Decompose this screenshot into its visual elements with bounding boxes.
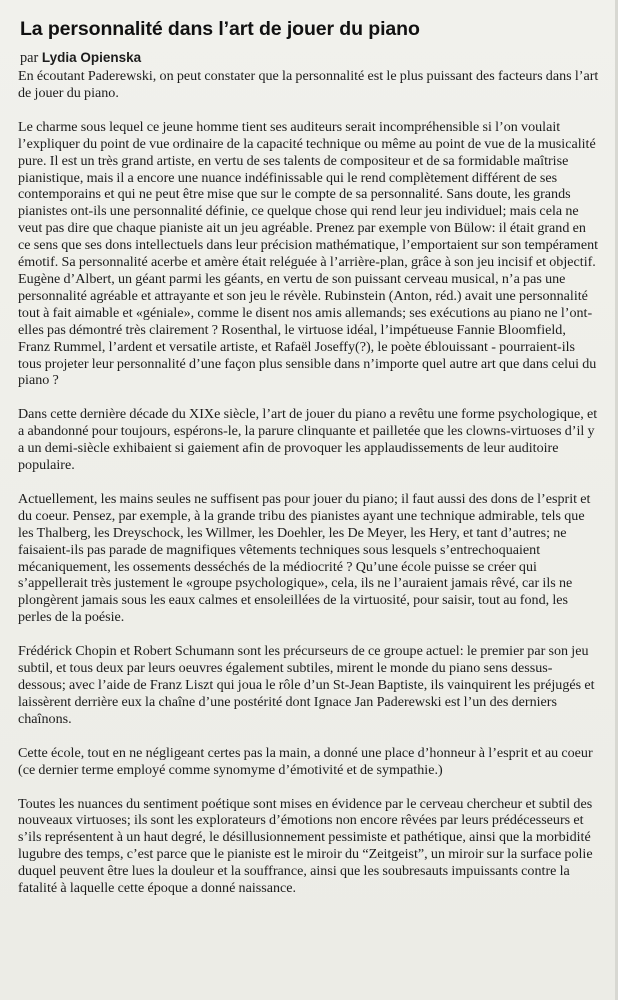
author-name: Lydia Opienska xyxy=(41,50,142,65)
paragraph-actuellement: Actuellement, les mains seules ne suffisent pas pour jouer du piano; il faut aussi des dons de l’esprit et du coeur. Pensez, par exemple, à la grande tribu des pianistes ayant une technique admirable, tels que les Thalberg, les Dreyschock, les Willmer, les Doehler, les De Meyer, les Hery, et tant d’autres; ne faisaient-ils pas parade de magnifiques vêtements techniques sous lesquels s’entrechoquaient mécaniquement, les ossements desséchés de la médiocrité ? Qu’une école puisse se créer qui s’appellerait très justement le «groupe psychologique», cela, ils ne l’auraient jamais rêvé, car ils ne plongèrent jamais sous les eaux calmes et ensoleillées de la virtuosité, pour saisir, tout au fond, les perles de la poésie. xyxy=(18,490,591,626)
paragraph-cette-ecole: Cette école, tout en ne négligeant certes pas la main, a donné une place d’honneur à l’esprit et au coeur (ce dernier terme employé comme synomyme d’émotivité et de sympathie.) xyxy=(18,744,593,778)
article-body xyxy=(18,68,600,897)
paragraph-intro: En écoutant Paderewski, on peut constater que la personnalité est le plus puissant des facteurs dans l’art de jouer du piano. xyxy=(18,68,599,101)
paragraph-nuances: Toutes les nuances du sentiment poétique sont mises en évidence par le cerveau chercheur et subtil des nouveaux virtuoses; ils sont les explorateurs d’émotions non encore rêvées par leurs prédécesseurs et s’ils représentent à un haut degré, le désillusionnement pessimiste et pathétique, ainsi que la morbidité lugubre des temps, c’est parce que le pianiste est le miroir du “Zeitgeist”, un miroir sur la surface polie duquel peuvent être lues la douleur et la souffrance, ainsi que les soubresauts impuissants contre la fatalité à laquelle cette époque a donné naissance. xyxy=(18,795,593,897)
paragraph-derniere-decade: Dans cette dernière décade du XIXe siècle, l’art de jouer du piano a revêtu une forme psychologique, et a abandonné pour toujours, espérons-le, la parure clinquante et pailletée que les clowns-virtuoses d’il y a un demi-siècle exhibaient si gaiement afin de provoquer les applaudissements de leur auditoire populaire. xyxy=(18,406,598,474)
paragraph-charme: Le charme sous lequel ce jeune homme tient ses auditeurs serait incompréhensible si l’on voulait l’expliquer du point de vue ordinaire de la capacité technique ou même au point de vue de la musicalité pure. Il est un très grand artiste, en vertu de ses talents de compositeur et de sa formidable maîtrise pianistique, mais il a encore une nuance indéfinissable qui le rend complètement différent de ses contemporains et qui ne peut être mise que sur le compte de sa personnalité. Sans doute, les grands pianistes ont-ils une personnalité définie, ce quelque chose qui rend leur jeu individuel; mais cela ne veut pas dire que chaque pianiste ait un jeu agréable. Prenez par exemple von Bülow: il était grand en ce sens que ses dons intellectuels dans leur précision mathématique, l’emportaient sur son tempérament émotif. Sa personnalité acerbe et amère était reléguée à l’arrière-plan, grâce à son jeu incisif et objectif. Eugène d’Albert, un géant parmi les géants, en vertu de son puissant cerveau musical, n’a pas une personnalité agréable et attrayante et son jeu le révèle. Rubinstein (Anton, réd.) avait une personnalité tout à fait aimable et «géniale», comme le disent nos amis allemands; ses exécutions au piano ne l’ont-elles pas démontré très clairement ? Rosenthal, le virtuose idéal, l’impétueuse Fannie Bloomfield, Franz Rummel, l’ardent et versatile artiste, et Rafaël Joseffy(?), le poète éblouissant - pourraient-ils tous projeter leur personnalité d’une façon plus sensible dans n’importe quel autre art que dans celui du piano ? xyxy=(18,118,599,389)
paragraph-chopin-schumann: Frédérick Chopin et Robert Schumann sont les précurseurs de ce groupe actuel: le premier par son jeu subtil, et tous deux par leurs oeuvres également subtiles, mirent le monde du piano sens dessus-dessous; avec l’aide de Franz Liszt qui joua le rôle d’un St-Jean Baptiste, ils vainquirent les préjugés et laissèrent derrière eux la chaîne d’une postérité dont Ignace Jan Paderewski est l’un des derniers chaînons. xyxy=(18,643,595,727)
byline-prefix: par xyxy=(20,50,39,66)
article-title: La personnalité dans l’art de jouer du piano xyxy=(20,18,420,40)
byline xyxy=(20,49,600,67)
